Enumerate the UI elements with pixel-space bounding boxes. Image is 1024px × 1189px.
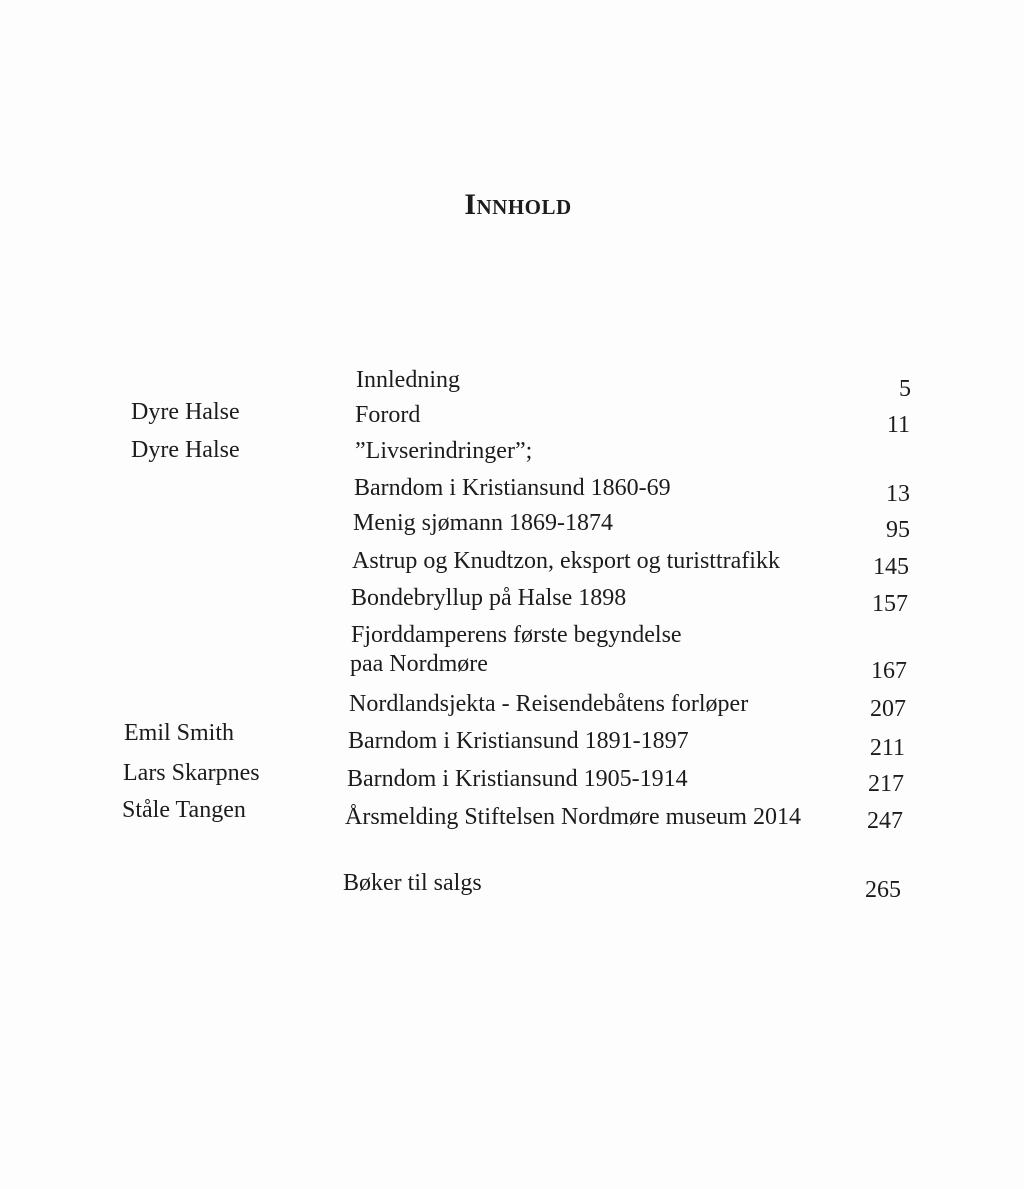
toc-entry-title: Innledning xyxy=(356,367,460,393)
toc-entry-title: Barndom i Kristiansund 1891-1897 xyxy=(348,728,689,754)
toc-author: Dyre Halse xyxy=(131,399,240,425)
toc-page-number: 157 xyxy=(872,591,908,617)
toc-author: Emil Smith xyxy=(124,720,235,746)
toc-page-number: 217 xyxy=(868,771,904,797)
toc-author: Lars Skarpnes xyxy=(123,760,260,786)
toc-entry-title: ”Livserindringer”; xyxy=(355,438,533,464)
toc-page-number: 13 xyxy=(886,481,910,507)
toc-entry-title: Fjorddamperens første begyndelse xyxy=(351,622,682,648)
toc-entry-title: Bondebryllup på Halse 1898 xyxy=(351,585,627,611)
toc-page-number: 211 xyxy=(869,735,905,761)
toc-page-number: 5 xyxy=(899,376,911,402)
toc-entry-title: Barndom i Kristiansund 1860-69 xyxy=(354,475,671,501)
toc-entry-title: Barndom i Kristiansund 1905-1914 xyxy=(347,766,688,792)
toc-author: Ståle Tangen xyxy=(122,797,246,823)
toc-entry-title: Nordlandsjekta - Reisendebåtens forløper xyxy=(349,691,749,717)
toc-page-number: 11 xyxy=(886,412,910,438)
toc-page-number: 145 xyxy=(873,554,909,580)
toc-page-number: 207 xyxy=(870,696,906,722)
toc-entry-title: Forord xyxy=(355,402,421,428)
toc-entry-title: Astrup og Knudtzon, eksport og turisttrafikk xyxy=(352,548,780,574)
toc-page-number: 265 xyxy=(865,877,901,903)
toc-page-number: 95 xyxy=(886,517,910,543)
toc-page-number: 247 xyxy=(867,808,903,834)
toc-author: Dyre Halse xyxy=(131,437,240,463)
page-title: Innhold xyxy=(464,188,572,221)
toc-entry-title: Menig sjømann 1869-1874 xyxy=(353,510,613,536)
toc-entry-title: Bøker til salgs xyxy=(343,870,482,896)
toc-page-number: 167 xyxy=(871,658,907,684)
toc-entry-title: Årsmelding Stiftelsen Nordmøre museum 2014 xyxy=(345,804,801,830)
toc-entry-title: paa Nordmøre xyxy=(350,651,488,677)
